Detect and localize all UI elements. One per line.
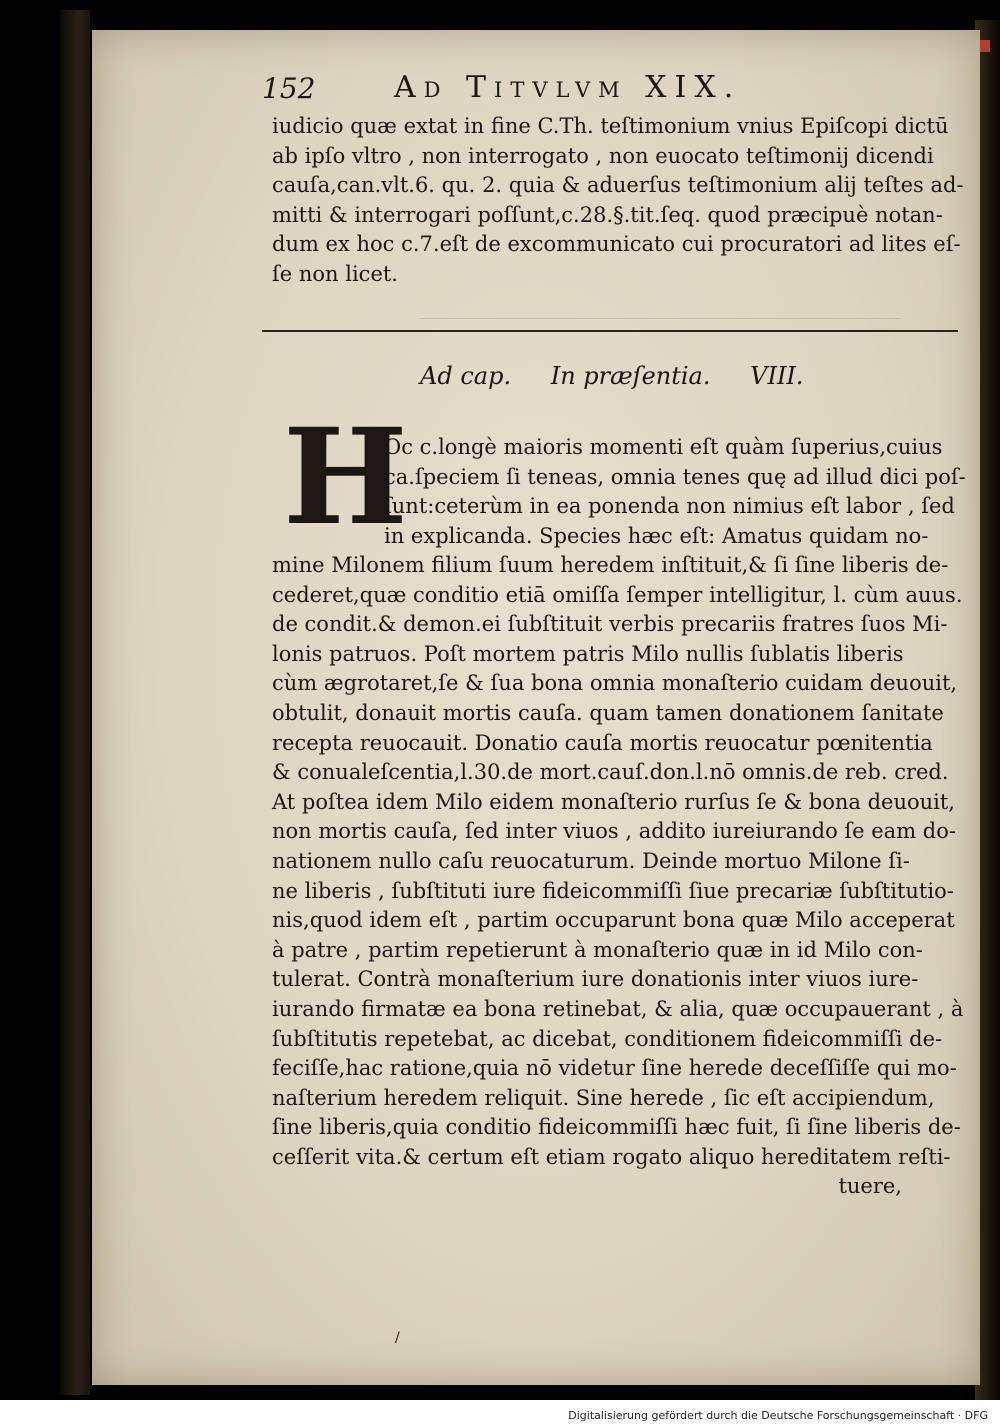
page-number: 152 [262, 72, 316, 105]
funding-credit: Digitalisierung gefördert durch die Deutsche Forschungsgemeinschaft · DFG [568, 1409, 988, 1422]
body-paragraph [272, 551, 962, 1202]
text-line: ca.ſpeciem ſi teneas, omnia tenes quę ad illud dici poſ- [384, 464, 966, 489]
text-line: cederet,quæ conditio etiā omiſſa ſemper intelligitur, l. cùm auus. [272, 582, 963, 607]
book-left-edge [60, 10, 90, 1395]
text-line: nationem nullo caſu reuocaturum. Deinde mortuo Milone ſi- [272, 848, 910, 873]
text-line: mine Milonem filium ſuum heredem inſtituit,& ſi ſine liberis de- [272, 553, 949, 577]
text-line: nis,quod idem eſt , partim occuparunt bona quæ Milo acceperat [272, 908, 955, 933]
text-line: ceſſerit vita.& certum eſt etiam rogato aliquo hereditatem reſti- [272, 1144, 951, 1169]
text-line: naſterium heredem reliquit. Sine herede , ſic eſt accipiendum, [272, 1085, 935, 1110]
heading-part: In præſentia. [550, 362, 711, 390]
text-line: non mortis cauſa, ſed inter viuos , addito iureiurando ſe eam do- [272, 819, 956, 844]
heading-part: VIII. [750, 362, 804, 390]
text-line: in explicanda. Species hæc eſt: Amatus quidam no- [384, 523, 929, 548]
text-line: cùm ægrotaret,ſe & ſua bona omnia monaſterio cuidam deuouit, [272, 671, 958, 696]
text-line: ab ipſo vltro , non interrogato , non euocato teſtimonij dicendi [272, 143, 934, 168]
text-line: iudicio quæ extat in fine C.Th. teſtimonium vnius Epiſcopi dictū [272, 114, 949, 138]
text-line: lonis patruos. Poſt mortem patris Milo nullis ſublatis liberis [272, 641, 904, 666]
footer-mark: / [395, 1330, 400, 1346]
text-line: iurando firmatæ ea bona retinebat, & alia, quæ occupauerant , à [272, 996, 964, 1021]
chapter-heading [420, 362, 940, 398]
text-line: mitti & interrogari poſſunt,c.28.§.tit.ſeq. quod præcipuè notan- [272, 202, 943, 227]
text-line: feciſſe,hac ratione,quia nō videtur ſine herede deceſſiſſe qui mo- [272, 1056, 957, 1081]
text-line: recepta reuocauit. Donatio cauſa mortis reuocatur pœnitentia [272, 730, 933, 755]
color-tab [980, 40, 990, 52]
text-line: à patre , partim repetierunt à monaſterio quæ in id Milo con- [272, 937, 923, 962]
text-line: ſe non licet. [272, 261, 398, 286]
running-title: Ad Titvlvm XIX. [394, 70, 742, 105]
text-line: Oc c.longè maioris momenti eſt quàm ſuperius,cuius [384, 435, 943, 459]
page-header [262, 70, 862, 110]
text-line: tulerat. Contrà monaſterium iure donationis inter viuos iure- [272, 967, 919, 992]
text-line: At poſtea idem Milo eidem monaſterio rurſus ſe & bona deuouit, [272, 789, 955, 814]
text-line: obtulit, donauit mortis cauſa. quam tamen donationem ſanitate [272, 700, 944, 725]
faint-line [420, 318, 900, 319]
text-line: ſine liberis,quia conditio fideicommiſſi hæc fuit, ſi ſine liberis de- [272, 1115, 961, 1140]
text-line: cauſa,can.vlt.6. qu. 2. quia & aduerſus teſtimonium alij teſtes ad- [272, 173, 964, 198]
text-line: ſunt:ceterùm in ea ponenda non nimius eſt labor , ſed [384, 494, 955, 519]
heading-part: Ad cap. [420, 362, 512, 390]
text-line: ne liberis , ſubſtituti iure fideicommiſſi ſiue precariæ ſubſtitutio- [272, 878, 954, 903]
upper-paragraph [272, 112, 962, 290]
text-line: & conualeſcentia,l.30.de mort.cauſ.don.l.nō omnis.de reb. cred. [272, 760, 949, 785]
text-line: dum ex hoc c.7.eſt de excommunicato cui procuratori ad lites eſ- [272, 232, 961, 257]
text-line: ſubſtitutis repetebat, ac dicebat, conditionem fideicommiſſi de- [272, 1026, 943, 1051]
section-rule [262, 330, 958, 332]
drop-cap: H [283, 400, 408, 555]
text-line: tuere, [838, 1174, 902, 1199]
text-line: de condit.& demon.ei ſubſtituit verbis precariis fratres ſuos Mi- [272, 612, 948, 637]
indented-paragraph [384, 433, 964, 551]
